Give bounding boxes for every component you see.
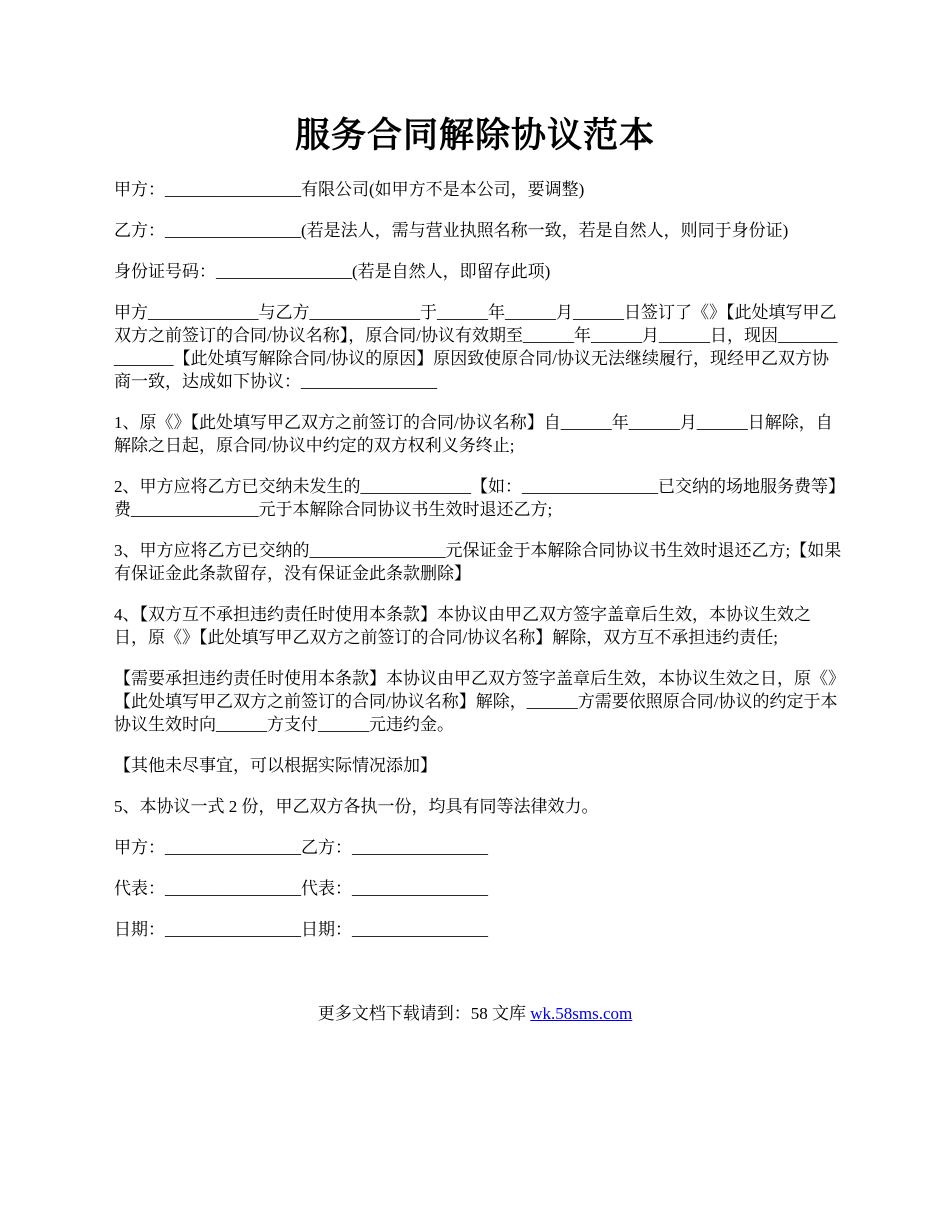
footer-text: 更多文档下载请到：58 文库 xyxy=(317,1004,531,1023)
preamble-paragraph: 甲方_____________与乙方_____________于______年______月______日签订了《》【此处填写甲乙双方之前签订的合同/协议名称】，原合同/协议有效期至______年______月______日，现因______________【此处填写解除合同/协议的原因】原因致使原合同/协议无法继续履行，现经甲乙双方协商一致，达成如下协议：________________ xyxy=(114,303,838,391)
document-title: 服务合同解除协议范本 xyxy=(294,116,655,155)
id-number-line: 身份证号码：________________(若是自然人，即留存此项) xyxy=(114,262,551,281)
signature-parties-line: 甲方：________________乙方：________________ xyxy=(114,838,488,857)
clause-2: 2、甲方应将乙方已交纳未发生的_____________【如：________________已交纳的场地服务费等】费_______________元于本解除合同协议书生效时退还乙方; xyxy=(114,477,837,519)
party-a-line: 甲方：________________有限公司(如甲方不是本公司，要调整) xyxy=(114,180,585,199)
signature-dates-line: 日期：________________日期：________________ xyxy=(114,920,488,939)
party-b-line: 乙方：________________(若是法人，需与营业执照名称一致，若是自然人，则同于身份证) xyxy=(114,221,789,240)
clause-1: 1、原《》【此处填写甲乙双方之前签订的合同/协议名称】自______年______月______日解除，自解除之日起，原合同/协议中约定的双方权利义务终止; xyxy=(114,413,833,455)
clause-3: 3、甲方应将乙方已交纳的________________元保证金于本解除合同协议书生效时退还乙方;【如果有保证金此条款留存，没有保证金此条款删除】 xyxy=(114,541,842,583)
document-body xyxy=(114,178,844,959)
clause-5: 5、本协议一式 2 份，甲乙双方各执一份，均具有同等法律效力。 xyxy=(114,797,599,816)
clause-4: 4、【双方互不承担违约责任时使用本条款】本协议由甲乙双方签字盖章后生效，本协议生效之日，原《》【此处填写甲乙双方之前签订的合同/协议名称】解除，双方互不承担违约责任; xyxy=(114,605,811,647)
footer-link[interactable]: wk.58sms.com xyxy=(530,1004,633,1023)
other-matters-note: 【其他未尽事宜，可以根据实际情况添加】 xyxy=(114,756,437,775)
liability-alternative-clause: 【需要承担违约责任时使用本条款】本协议由甲乙双方签字盖章后生效，本协议生效之日，原《》【此处填写甲乙双方之前签订的合同/协议名称】解除，______方需要依照原合同/协议的约定于本协议生效时向______方支付______元违约金。 xyxy=(114,669,838,734)
download-footer xyxy=(0,1002,950,1026)
signature-representatives-line: 代表：________________代表：________________ xyxy=(114,879,488,898)
